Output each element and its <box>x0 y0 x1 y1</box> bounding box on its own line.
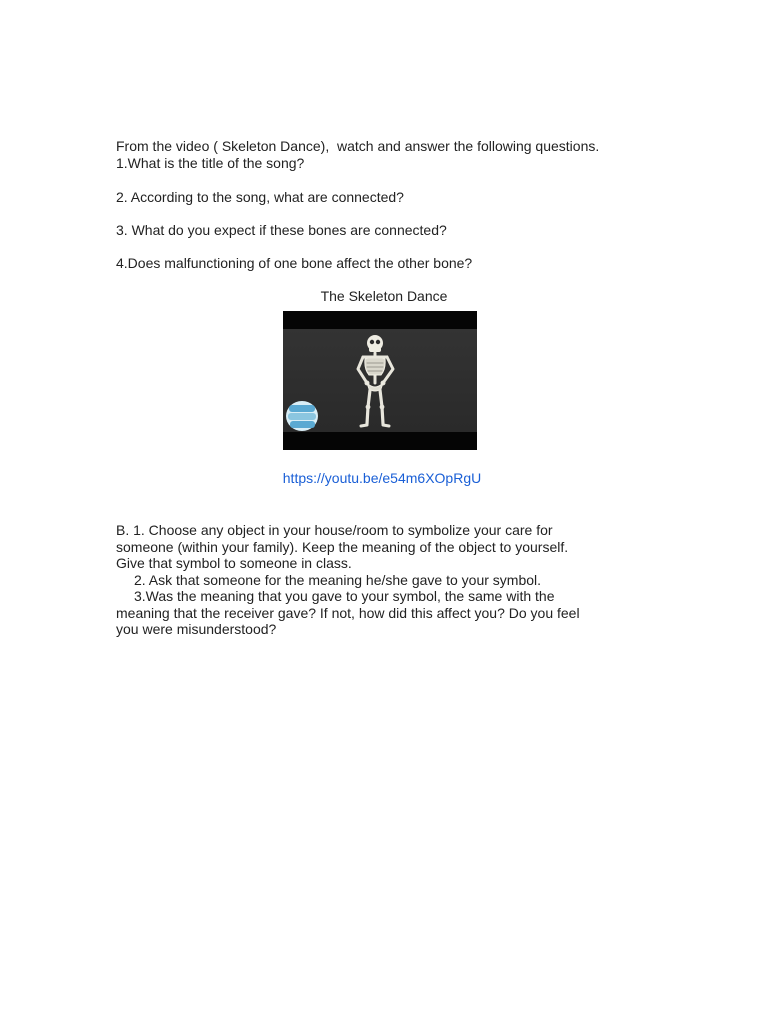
part-b-line: B. 1. Choose any object in your house/room to symbolize your care for <box>116 522 553 538</box>
part-b-instructions <box>116 522 676 638</box>
question-2: 2. According to the song, what are connected? <box>116 189 404 205</box>
part-b-line: you were misunderstood? <box>116 621 277 637</box>
super-simple-learning-logo <box>286 401 318 431</box>
youtube-link[interactable]: https://youtu.be/e54m6XOpRgU <box>282 470 482 486</box>
part-b-line: Give that symbol to someone in class. <box>116 555 352 571</box>
video-title: The Skeleton Dance <box>320 288 448 304</box>
question-3: 3. What do you expect if these bones are connected? <box>116 222 447 238</box>
question-4: 4.Does malfunctioning of one bone affect the other bone? <box>116 255 473 271</box>
video-thumbnail[interactable] <box>283 311 477 450</box>
part-b-line: 2. Ask that someone for the meaning he/she gave to your symbol. <box>134 571 542 588</box>
intro-text: From the video ( Skeleton Dance), watch and answer the following questions. <box>116 138 600 154</box>
part-b-line: someone (within your family). Keep the meaning of the object to yourself. <box>116 538 569 555</box>
question-1: 1.What is the title of the song? <box>116 154 305 171</box>
part-b-line: meaning that the receiver gave? If not, how did this affect you? Do you feel <box>116 604 580 621</box>
part-b-line: 3.Was the meaning that you gave to your symbol, the same with the <box>134 588 555 604</box>
skeleton-icon <box>283 311 477 450</box>
instructions <box>116 138 676 171</box>
